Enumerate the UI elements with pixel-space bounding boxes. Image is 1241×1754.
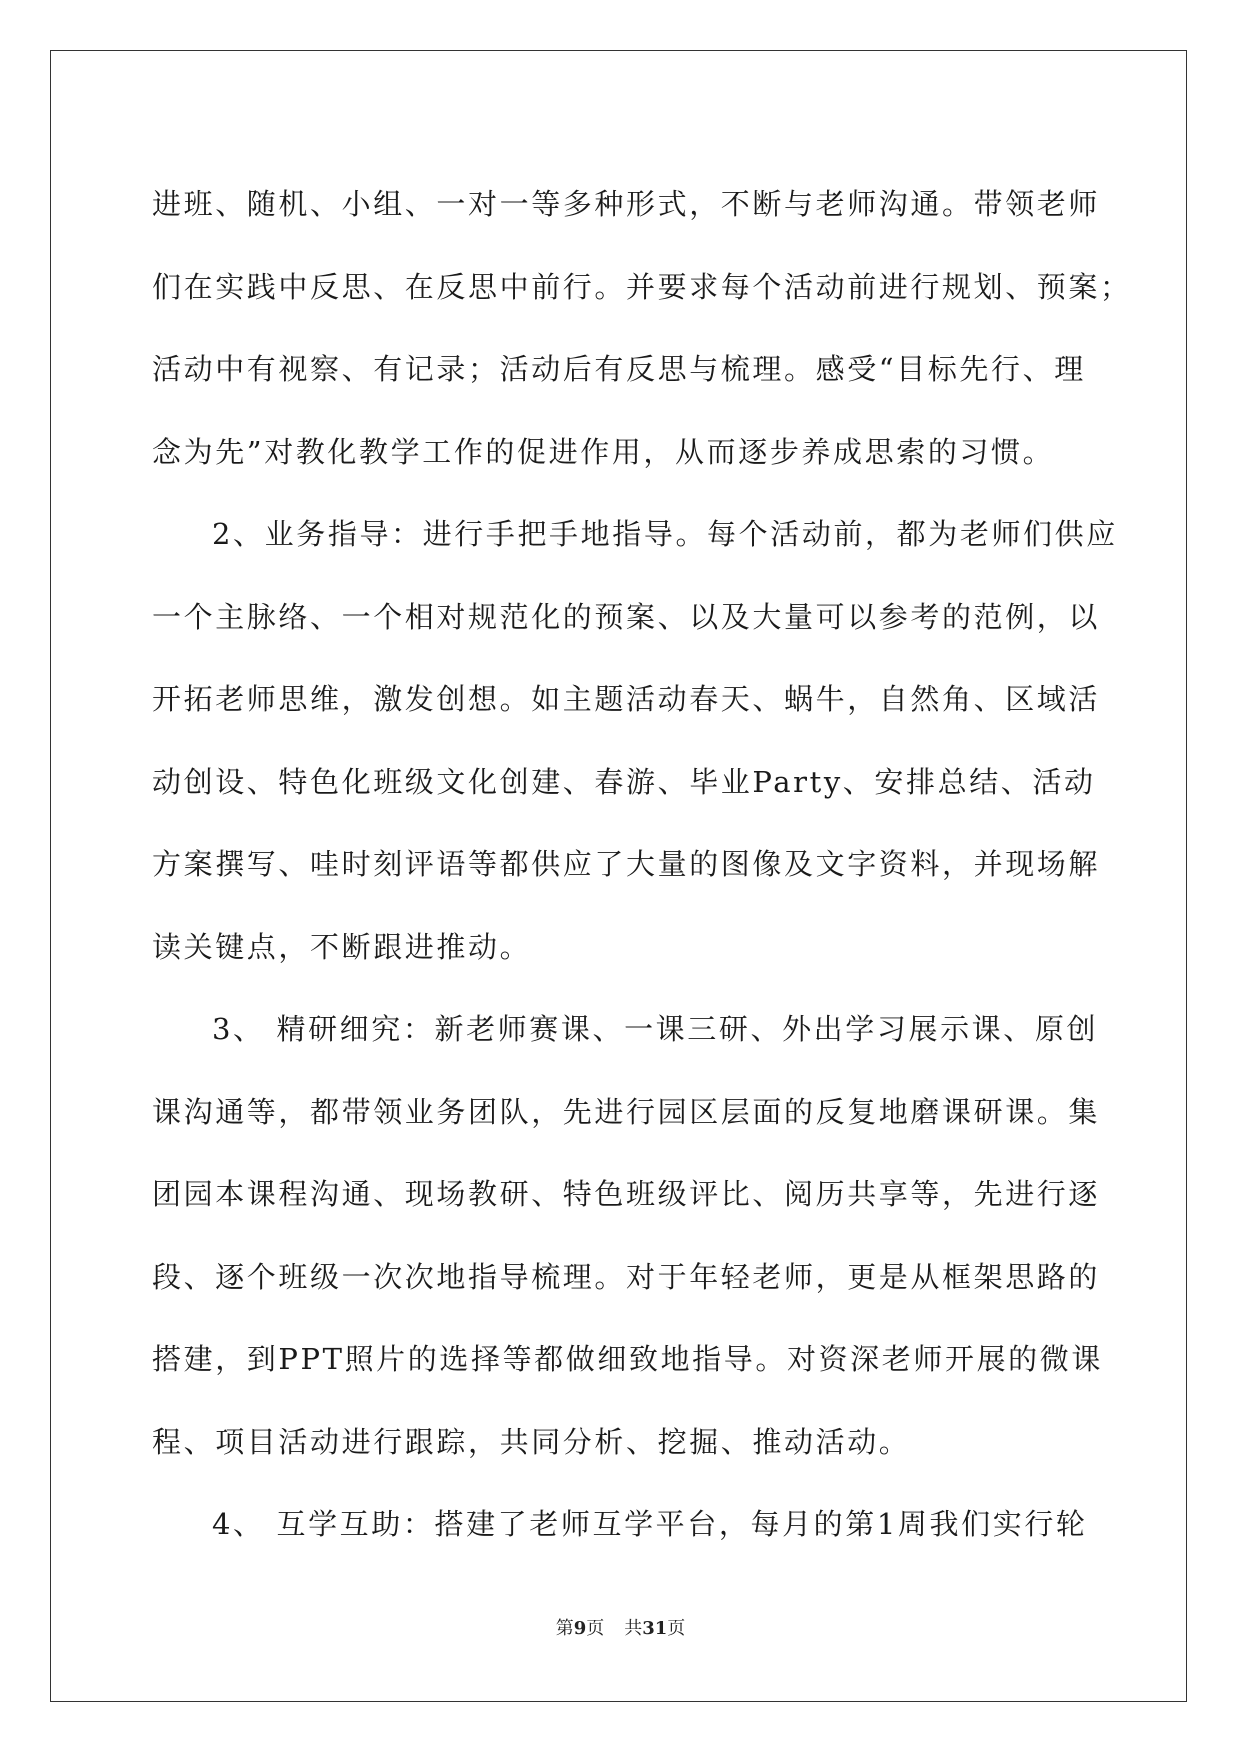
page-footer xyxy=(0,1614,1241,1640)
text-line: 课沟通等，都带领业务团队，先进行园区层面的反复地磨课研课。集 xyxy=(152,1094,1101,1129)
text-line: 程、项目活动进行跟踪，共同分析、挖掘、推动活动。 xyxy=(152,1424,911,1459)
total-pages: 31 xyxy=(642,1618,668,1639)
text-line: 进班、随机、小组、一对一等多种形式，不断与老师沟通。带领老师 xyxy=(152,187,1101,221)
text-line: 活动中有视察、有记录；活动后有反思与梳理。感受“目标先行、理 xyxy=(152,352,1086,386)
text-line: 方案撰写、哇时刻评语等都供应了大量的图像及文字资料，并现场解 xyxy=(152,847,1101,881)
text-line: 团园本课程沟通、现场教研、特色班级评比、阅历共享等，先进行逐 xyxy=(152,1177,1101,1211)
text-line: 们在实践中反思、在反思中前行。并要求每个活动前进行规划、预案； xyxy=(152,269,1132,304)
paragraph-start-line: 4、 互学互助：搭建了老师互学平台，每月的第1周我们实行轮 xyxy=(212,1507,1088,1541)
text-line: 读关键点，不断跟进推动。 xyxy=(152,929,532,964)
paragraph-start-line: 2、业务指导：进行手把手地指导。每个活动前，都为老师们供应 xyxy=(212,517,1118,551)
total-suffix: 页 xyxy=(667,1618,686,1639)
total-prefix: 共 xyxy=(624,1618,643,1639)
text-line: 动创设、特色化班级文化创建、春游、毕业Party、安排总结、活动 xyxy=(152,764,1096,799)
text-line: 一个主脉络、一个相对规范化的预案、以及大量可以参考的范例，以 xyxy=(152,599,1101,634)
page-suffix: 页 xyxy=(586,1618,605,1639)
text-line: 开拓老师思维，激发创想。如主题活动春天、蜗牛，自然角、区域活 xyxy=(152,682,1101,716)
text-line: 段、逐个班级一次次地指导梳理。对于年轻老师，更是从框架思路的 xyxy=(152,1259,1101,1294)
text-line: 念为先”对教化教学工作的促进作用，从而逐步养成思索的习惯。 xyxy=(152,434,1055,469)
page-number: 9 xyxy=(573,1618,587,1639)
document-body xyxy=(152,163,1132,1566)
page-prefix: 第 xyxy=(555,1618,574,1639)
text-line: 搭建，到PPT照片的选择等都做细致地指导。对资深老师开展的微课 xyxy=(152,1342,1103,1376)
paragraph-start-line: 3、 精研细究：新老师赛课、一课三研、外出学习展示课、原创 xyxy=(212,1012,1099,1046)
